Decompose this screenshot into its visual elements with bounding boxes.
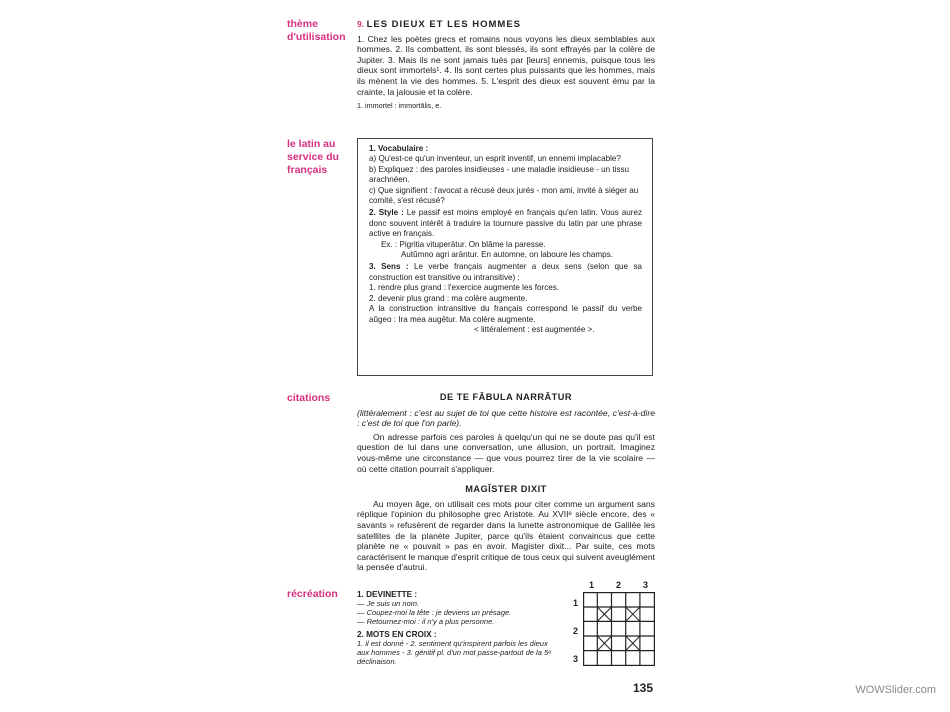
devinette-title: 1. DEVINETTE : xyxy=(357,590,418,599)
theme-footnote: 1. immortel : immortālis, e. xyxy=(357,101,442,111)
style-paragraph xyxy=(369,208,642,239)
crossword-blocked-cells xyxy=(597,607,640,651)
style-text: Le passif est moins employé en français qu'en latin. Vous aurez donc souvent intérêt à traduire la tournure passive du latin par une phrase active en français. xyxy=(369,208,642,239)
grid-row-2: 2 xyxy=(573,626,579,636)
side-label-latin: le latin au service du français xyxy=(287,138,339,176)
style-example-2: Autŭmno agri arāntur. En automne, on laboure les champs. xyxy=(401,250,613,260)
grid-col-2: 2 xyxy=(616,580,622,590)
mots-croix-title: 2. MOTS EN CROIX : xyxy=(357,630,437,639)
theme-text: 1. Chez les poètes grecs et romains nous voyons les dieux semblables aux hommes. 2. Ils combattent, ils sont blessés, ils sont effrayés par la colère de Jupiter. 3. Mais ils ne sont jamais tués par [leurs] ennemis, puisque tous les dieux sont immortels¹. 4. Ils sont certes plus puissants que les hommes, mais ils mènent la vie des hommes. 5. L'esprit des dieux est souvent ému par la crainte, la jalousie et la colère. xyxy=(357,33,655,97)
page-number: 135 xyxy=(633,681,654,695)
mots-croix-text: 1. il est donné - 2. sentiment qu'inspirent parfois les dieux aux hommes - 3. génitif pl. d'un mot passe-partout de la 5ᵉ déclinaison. xyxy=(357,639,552,666)
sens-text: Le verbe français augmenter a deux sens (selon que sa construction est transitive ou intransitive) : xyxy=(369,262,642,282)
devinette-line-1: — Je suis un nom. xyxy=(357,599,420,608)
sens-item-1: 1. rendre plus grand : l'exercice augmente les forces. xyxy=(369,283,560,293)
vocab-c: c) Que signifient : l'avocat a récusé deux jurés - mon ami, invité à siéger au comité, s'est récusé? xyxy=(369,185,639,206)
grid-col-3: 3 xyxy=(643,580,649,590)
devinette-line-3: — Retournez-moi : il n'y a plus personne. xyxy=(357,617,495,626)
vocab-a: a) Qu'est-ce qu'un inventeur, un esprit inventif, un ennemi implacable? xyxy=(369,154,621,164)
grid-col-1: 1 xyxy=(589,580,595,590)
theme-section xyxy=(357,19,655,112)
citations-section xyxy=(357,392,655,573)
latin-box xyxy=(357,138,653,376)
citation-paragraph-2: Au moyen âge, on utilisait ces mots pour citer comme un argument sans réplique l'opinion du philosophe grec Aristote. Au XVIIᵉ siècle encore, des « savants » refusèrent de regarder dans la lunette astronomique de Galilée les satellites de la planète Jupiter, parce qu'ils étaient convaincus que cette planète ne « pouvait » pas en avoir. Magister dixit... Par suite, ces mots caractérisent le manque d'esprit critique de tous ceux qui suivent aveuglément la pensée d'autrui. xyxy=(357,498,655,573)
citation-title-1: DE TE FĀBULA NARRĀTUR xyxy=(439,392,573,402)
recreation-section xyxy=(357,590,557,666)
citation-paragraph-1: On adresse parfois ces paroles à quelqu'un qui ne se doute pas qu'il est question de lui dans une conversation, une allusion, un portrait. Imaginez vous-même une circonstance — que vous pourrez tirer de la vie scolaire — où cette citation pourrait s'appliquer. xyxy=(357,431,655,474)
watermark[interactable]: WOWSlider.com xyxy=(855,684,936,696)
theme-number: 9. xyxy=(357,19,365,29)
sens-paragraph xyxy=(369,262,642,283)
sens-conclusion: A la construction intransitive du français correspond le passif du verbe aŭgeo : Ira mea augētur. Ma colère augmente. xyxy=(369,304,642,324)
side-label-citations: citations xyxy=(287,392,331,404)
vocab-b: b) Expliquez : des paroles insidieuses - une maladie insidieuse - un tissu arachnéen. xyxy=(369,164,630,185)
style-example-1: Ex. : Pigritia vituperātur. On blâme la paresse. xyxy=(381,239,546,249)
theme-title: LES DIEUX ET LES HOMMES xyxy=(366,19,521,30)
side-label-theme: thème d'utilisation xyxy=(287,18,346,43)
sens-literal: < littéralement : est augmentée >. xyxy=(474,324,595,334)
side-label-recreation: récréation xyxy=(287,588,338,600)
citation-title-2: MAGĬSTER DIXIT xyxy=(465,484,547,495)
style-title: 2. Style : xyxy=(369,208,404,218)
sens-item-2: 2. devenir plus grand : ma colère augmente. xyxy=(369,293,528,303)
vocab-title: 1. Vocabulaire : xyxy=(369,144,429,153)
crossword-grid xyxy=(583,592,655,666)
grid-row-3: 3 xyxy=(573,654,579,664)
theme-heading xyxy=(357,19,655,31)
devinette-line-2: — Coupez-moi la tête : je deviens un présage. xyxy=(357,608,512,617)
grid-row-1: 1 xyxy=(573,598,579,608)
citation-literal: (littéralement : c'est au sujet de toi que cette histoire est racontée, c'est-à-dire : c'est de toi que l'on parle). xyxy=(357,407,655,429)
sens-title: 3. Sens : xyxy=(369,262,409,272)
